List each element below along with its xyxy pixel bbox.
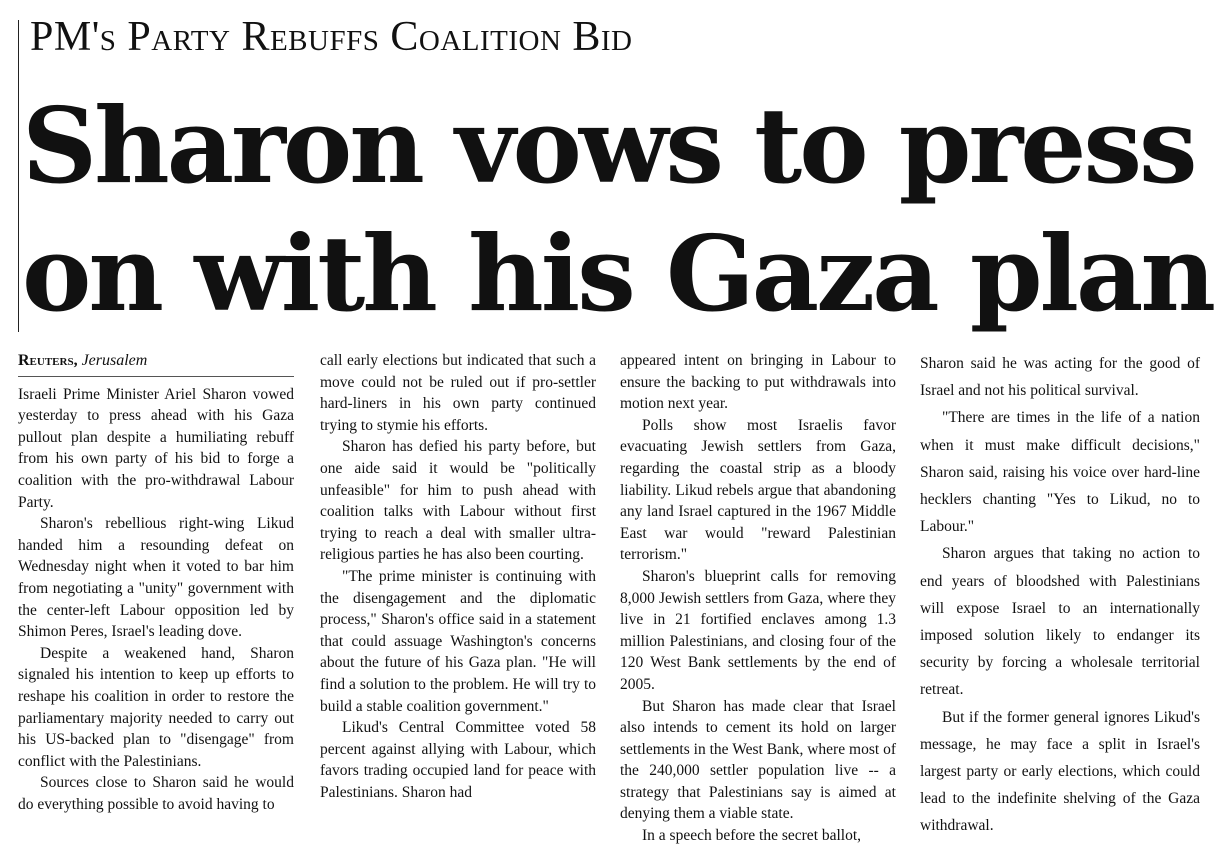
byline-agency: Reuters, bbox=[18, 352, 78, 369]
paragraph: But Sharon has made clear that Israel also intends to cement its hold on larger settlements in the West Bank, where most of the 240,000 settler population live -- a strategy that Palestinians say is aimed at denying them a viable state. bbox=[620, 697, 896, 823]
column-4 bbox=[920, 350, 1200, 840]
column-1 bbox=[18, 350, 294, 815]
paragraph: In a speech before the secret ballot, bbox=[642, 827, 862, 845]
column-3 bbox=[620, 350, 896, 847]
paragraph: Sharon's rebellious right-wing Likud handed him a resounding defeat on Wednesday night when it voted to bar him from negotiating a "unity" government with the center-left Labour opposition led by Shimon Peres, Israel's leading dove. bbox=[18, 515, 294, 641]
article-body bbox=[0, 350, 1230, 851]
byline bbox=[18, 350, 294, 372]
paragraph: But if the former general ignores Likud's message, he may face a split in Israel's largest party or early elections, which could lead to the indefinite shelving of the Gaza withdrawal. bbox=[920, 708, 1200, 835]
main-headline: Sharon vows to press on with his Gaza plan bbox=[22, 84, 1214, 335]
paragraph: Sharon said he was acting for the good of Israel and not his political survival. bbox=[920, 355, 1200, 400]
paragraph: Likud's Central Committee voted 58 percent against allying with Labour, which favors trading occupied land for peace with Palestinians. Sharon had bbox=[320, 719, 596, 801]
byline-city: Jerusalem bbox=[81, 352, 148, 369]
paragraph: call early elections but indicated that such a move could not be ruled out if pro-settler hard-liners in his own party continued trying to stymie his efforts. bbox=[320, 352, 596, 434]
paragraph: "There are times in the life of a nation when it must make difficult decisions," Sharon said, raising his voice over hard-line hecklers chanting "Yes to Likud, no to Labour." bbox=[920, 409, 1200, 536]
paragraph: Sharon has defied his party before, but one aide said it would be "politically unfeasible" for him to push ahead with coalition talks with Labour without first trying to reach a deal with smaller ultra-religious parties he has also been courting. bbox=[320, 438, 596, 564]
kicker-headline: PM's Party Rebuffs Coalition Bid bbox=[30, 14, 633, 60]
paragraph: Sources close to Sharon said he would do everything possible to avoid having to bbox=[18, 774, 294, 813]
paragraph: appeared intent on bringing in Labour to ensure the backing to put withdrawals into motion next year. bbox=[620, 352, 896, 413]
column-2 bbox=[320, 350, 596, 803]
paragraph: Despite a weakened hand, Sharon signaled his intention to keep up efforts to reshape his coalition in order to restore the parliamentary majority needed to carry out his US-backed plan to "disengage" from conflict with the Palestinians. bbox=[18, 644, 294, 770]
paragraph: "The prime minister is continuing with the disengagement and the diplomatic process," Sharon's office said in a statement that could assuage Washington's concerns about the future of his Gaza plan. "He will find a solution to the problem. He will try to build a stable coalition government." bbox=[320, 567, 596, 715]
paragraph: Israeli Prime Minister Ariel Sharon vowed yesterday to press ahead with his Gaza pullout plan despite a humiliating rebuff from his own party of his bid to forge a coalition with the pro-withdrawal Labour Party. bbox=[18, 385, 294, 511]
vertical-rule bbox=[18, 20, 19, 332]
paragraph: Sharon argues that taking no action to end years of bloodshed with Palestinians will expose Israel to an internationally imposed solution likely to endanger its security by forcing a wholesale territorial retreat. bbox=[920, 545, 1200, 699]
paragraph: Sharon's blueprint calls for removing 8,000 Jewish settlers from Gaza, where they live in 21 fortified enclaves among 1.3 million Palestinians, and closing four of the 120 West Bank settlements by the end of 2005. bbox=[620, 567, 896, 693]
byline-divider bbox=[18, 376, 294, 377]
paragraph: Polls show most Israelis favor evacuating Jewish settlers from Gaza, regarding the coastal strip as a bloody liability. Likud rebels argue that abandoning any land Israel captured in the 1967 Middle East war would "reward Palestinian terrorism." bbox=[620, 416, 896, 564]
